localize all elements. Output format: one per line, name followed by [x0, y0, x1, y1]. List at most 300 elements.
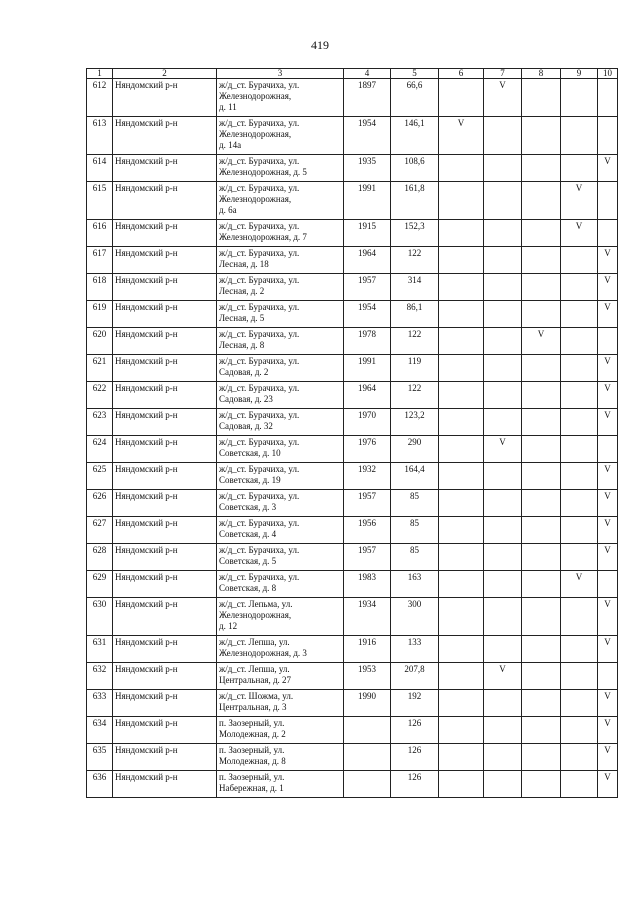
table-row: [87, 663, 618, 690]
area-cell: 152,3: [391, 220, 439, 247]
mark-cell-col-7: V: [484, 436, 522, 463]
row-number: 635: [87, 744, 113, 771]
row-number: 615: [87, 182, 113, 220]
address-line: ж/д_ст. Бурачиха, ул.: [219, 156, 300, 166]
address-line: Железнодорожная, д. 3: [219, 648, 307, 658]
mark-cell-col-8: V: [522, 328, 561, 355]
mark-cell-col-7: [484, 220, 522, 247]
address-line: п. Заозерный, ул.: [219, 745, 285, 755]
address-line: ж/д_ст. Бурачиха, ул.: [219, 491, 300, 501]
table-row: [87, 328, 618, 355]
mark-cell-col-8: [522, 436, 561, 463]
address-line: Лесная, д. 5: [219, 313, 265, 323]
year-cell: 1954: [344, 117, 391, 155]
row-number: 633: [87, 690, 113, 717]
district-cell: Няндомский р-н: [113, 409, 217, 436]
mark-cell-col-6: [439, 571, 484, 598]
district-cell: Няндомский р-н: [113, 490, 217, 517]
year-cell: 1976: [344, 436, 391, 463]
mark-cell-col-8: [522, 155, 561, 182]
row-number: 625: [87, 463, 113, 490]
mark-cell-col-9: [561, 463, 598, 490]
address-line: Железнодорожная, д. 7: [219, 232, 307, 242]
district-cell: Няндомский р-н: [113, 636, 217, 663]
address-cell: [217, 220, 344, 247]
address-line: ж/д_ст. Бурачиха, ул.: [219, 437, 300, 447]
mark-cell-col-8: [522, 382, 561, 409]
table-row: [87, 771, 618, 798]
year-cell: 1897: [344, 79, 391, 117]
row-number: 622: [87, 382, 113, 409]
mark-cell-col-7: V: [484, 79, 522, 117]
mark-cell-col-9: [561, 328, 598, 355]
year-cell: 1957: [344, 274, 391, 301]
address-line: ж/д_ст. Бурачиха, ул.: [219, 80, 300, 90]
mark-cell-col-10: [598, 182, 618, 220]
column-header: 9: [561, 69, 598, 79]
row-number: 623: [87, 409, 113, 436]
mark-cell-col-9: [561, 771, 598, 798]
area-cell: 164,4: [391, 463, 439, 490]
table-row: [87, 717, 618, 744]
address-line: п. Заозерный, ул.: [219, 718, 285, 728]
mark-cell-col-9: [561, 117, 598, 155]
row-number: 621: [87, 355, 113, 382]
address-line: ж/д_ст. Лепьма, ул.: [219, 599, 293, 609]
housing-registry-table: [86, 68, 618, 798]
year-cell: [344, 744, 391, 771]
year-cell: 1932: [344, 463, 391, 490]
area-cell: 126: [391, 744, 439, 771]
table-row: [87, 517, 618, 544]
mark-cell-col-10: V: [598, 409, 618, 436]
mark-cell-col-6: [439, 463, 484, 490]
mark-cell-col-8: [522, 355, 561, 382]
table-row: [87, 382, 618, 409]
address-line: ж/д_ст. Шожма, ул.: [219, 691, 294, 701]
area-cell: 133: [391, 636, 439, 663]
area-cell: 207,8: [391, 663, 439, 690]
district-cell: Няндомский р-н: [113, 182, 217, 220]
address-line: Железнодорожная, д. 5: [219, 167, 307, 177]
mark-cell-col-9: [561, 355, 598, 382]
address-cell: [217, 717, 344, 744]
column-header: 7: [484, 69, 522, 79]
area-cell: 314: [391, 274, 439, 301]
mark-cell-col-9: [561, 247, 598, 274]
area-cell: 86,1: [391, 301, 439, 328]
district-cell: Няндомский р-н: [113, 771, 217, 798]
mark-cell-col-10: V: [598, 771, 618, 798]
mark-cell-col-7: [484, 490, 522, 517]
mark-cell-col-8: [522, 409, 561, 436]
address-cell: [217, 463, 344, 490]
mark-cell-col-7: [484, 328, 522, 355]
mark-cell-col-10: V: [598, 274, 618, 301]
address-line: д. 12: [219, 621, 238, 631]
row-number: 614: [87, 155, 113, 182]
address-line: Советская, д. 4: [219, 529, 277, 539]
mark-cell-col-9: [561, 636, 598, 663]
address-line: Советская, д. 3: [219, 502, 277, 512]
mark-cell-col-6: [439, 328, 484, 355]
district-cell: Няндомский р-н: [113, 571, 217, 598]
mark-cell-col-6: [439, 636, 484, 663]
mark-cell-col-9: [561, 409, 598, 436]
address-cell: [217, 517, 344, 544]
mark-cell-col-9: V: [561, 220, 598, 247]
year-cell: 1935: [344, 155, 391, 182]
year-cell: 1970: [344, 409, 391, 436]
address-line: Лесная, д. 18: [219, 259, 269, 269]
table-row: [87, 274, 618, 301]
mark-cell-col-9: [561, 517, 598, 544]
address-line: Железнодорожная,: [219, 129, 292, 139]
mark-cell-col-6: [439, 717, 484, 744]
mark-cell-col-7: [484, 355, 522, 382]
row-number: 630: [87, 598, 113, 636]
mark-cell-col-10: V: [598, 717, 618, 744]
address-line: ж/д_ст. Бурачиха, ул.: [219, 383, 300, 393]
address-cell: [217, 355, 344, 382]
year-cell: 1957: [344, 544, 391, 571]
address-cell: [217, 490, 344, 517]
mark-cell-col-9: [561, 301, 598, 328]
table-row: [87, 544, 618, 571]
table-row: [87, 463, 618, 490]
mark-cell-col-6: [439, 663, 484, 690]
mark-cell-col-8: [522, 663, 561, 690]
column-header: 2: [113, 69, 217, 79]
year-cell: 1956: [344, 517, 391, 544]
row-number: 613: [87, 117, 113, 155]
mark-cell-col-6: [439, 247, 484, 274]
mark-cell-col-8: [522, 117, 561, 155]
mark-cell-col-6: [439, 79, 484, 117]
district-cell: Няндомский р-н: [113, 517, 217, 544]
address-line: Молодежная, д. 2: [219, 729, 286, 739]
year-cell: 1964: [344, 382, 391, 409]
row-number: 627: [87, 517, 113, 544]
mark-cell-col-10: V: [598, 744, 618, 771]
table-body: [87, 69, 618, 798]
row-number: 612: [87, 79, 113, 117]
district-cell: Няндомский р-н: [113, 382, 217, 409]
row-number: 628: [87, 544, 113, 571]
mark-cell-col-8: [522, 717, 561, 744]
table-row: [87, 220, 618, 247]
district-cell: Няндомский р-н: [113, 717, 217, 744]
mark-cell-col-10: V: [598, 636, 618, 663]
column-header: 1: [87, 69, 113, 79]
mark-cell-col-9: [561, 79, 598, 117]
column-header: 10: [598, 69, 618, 79]
address-line: ж/д_ст. Бурачиха, ул.: [219, 572, 300, 582]
mark-cell-col-7: [484, 544, 522, 571]
address-cell: [217, 274, 344, 301]
address-cell: [217, 155, 344, 182]
address-line: ж/д_ст. Лепша, ул.: [219, 664, 290, 674]
mark-cell-col-8: [522, 544, 561, 571]
district-cell: Няндомский р-н: [113, 598, 217, 636]
mark-cell-col-7: [484, 274, 522, 301]
table-row: [87, 247, 618, 274]
mark-cell-col-8: [522, 220, 561, 247]
address-line: Лесная, д. 2: [219, 286, 265, 296]
column-header: 8: [522, 69, 561, 79]
mark-cell-col-9: [561, 155, 598, 182]
mark-cell-col-6: [439, 274, 484, 301]
district-cell: Няндомский р-н: [113, 301, 217, 328]
mark-cell-col-7: [484, 301, 522, 328]
year-cell: 1983: [344, 571, 391, 598]
mark-cell-col-10: V: [598, 355, 618, 382]
mark-cell-col-6: [439, 155, 484, 182]
mark-cell-col-6: [439, 744, 484, 771]
row-number: 616: [87, 220, 113, 247]
area-cell: 126: [391, 717, 439, 744]
district-cell: Няндомский р-н: [113, 690, 217, 717]
district-cell: Няндомский р-н: [113, 247, 217, 274]
mark-cell-col-7: [484, 463, 522, 490]
address-cell: [217, 744, 344, 771]
table-row: [87, 155, 618, 182]
mark-cell-col-6: [439, 490, 484, 517]
mark-cell-col-7: [484, 409, 522, 436]
mark-cell-col-10: V: [598, 463, 618, 490]
table-row: [87, 636, 618, 663]
address-cell: [217, 571, 344, 598]
mark-cell-col-6: [439, 301, 484, 328]
row-number: 618: [87, 274, 113, 301]
mark-cell-col-7: [484, 182, 522, 220]
year-cell: 1957: [344, 490, 391, 517]
mark-cell-col-9: [561, 490, 598, 517]
table-row: [87, 79, 618, 117]
address-line: ж/д_ст. Бурачиха, ул.: [219, 464, 300, 474]
mark-cell-col-6: [439, 598, 484, 636]
address-line: п. Заозерный, ул.: [219, 772, 285, 782]
mark-cell-col-7: [484, 598, 522, 636]
address-line: ж/д_ст. Бурачиха, ул.: [219, 248, 300, 258]
year-cell: 1991: [344, 355, 391, 382]
address-line: д. 11: [219, 102, 237, 112]
mark-cell-col-10: V: [598, 517, 618, 544]
address-line: Железнодорожная,: [219, 91, 292, 101]
mark-cell-col-6: [439, 436, 484, 463]
mark-cell-col-6: V: [439, 117, 484, 155]
mark-cell-col-10: V: [598, 382, 618, 409]
mark-cell-col-7: [484, 155, 522, 182]
area-cell: 123,2: [391, 409, 439, 436]
mark-cell-col-7: [484, 571, 522, 598]
mark-cell-col-7: [484, 382, 522, 409]
mark-cell-col-6: [439, 409, 484, 436]
mark-cell-col-8: [522, 636, 561, 663]
year-cell: [344, 771, 391, 798]
mark-cell-col-7: [484, 517, 522, 544]
row-number: 631: [87, 636, 113, 663]
area-cell: 163: [391, 571, 439, 598]
mark-cell-col-10: V: [598, 690, 618, 717]
header-row: [87, 69, 618, 79]
area-cell: 126: [391, 771, 439, 798]
area-cell: 108,6: [391, 155, 439, 182]
address-cell: [217, 771, 344, 798]
column-header: 5: [391, 69, 439, 79]
mark-cell-col-9: [561, 544, 598, 571]
year-cell: 1954: [344, 301, 391, 328]
address-cell: [217, 598, 344, 636]
address-line: Лесная, д. 8: [219, 340, 265, 350]
mark-cell-col-6: [439, 517, 484, 544]
address-line: Набережная, д. 1: [219, 783, 284, 793]
area-cell: 66,6: [391, 79, 439, 117]
column-header: 6: [439, 69, 484, 79]
mark-cell-col-10: V: [598, 544, 618, 571]
mark-cell-col-6: [439, 182, 484, 220]
address-line: Садовая, д. 32: [219, 421, 273, 431]
district-cell: Няндомский р-н: [113, 220, 217, 247]
mark-cell-col-8: [522, 771, 561, 798]
district-cell: Няндомский р-н: [113, 544, 217, 571]
mark-cell-col-8: [522, 182, 561, 220]
address-line: д. 6а: [219, 205, 237, 215]
mark-cell-col-6: [439, 382, 484, 409]
mark-cell-col-8: [522, 79, 561, 117]
mark-cell-col-10: [598, 79, 618, 117]
year-cell: 1953: [344, 663, 391, 690]
address-line: Центральная, д. 3: [219, 702, 287, 712]
area-cell: 85: [391, 490, 439, 517]
mark-cell-col-9: [561, 717, 598, 744]
district-cell: Няндомский р-н: [113, 744, 217, 771]
mark-cell-col-6: [439, 544, 484, 571]
table-row: [87, 690, 618, 717]
district-cell: Няндомский р-н: [113, 274, 217, 301]
mark-cell-col-9: V: [561, 182, 598, 220]
mark-cell-col-8: [522, 744, 561, 771]
row-number: 634: [87, 717, 113, 744]
year-cell: 1990: [344, 690, 391, 717]
address-line: Советская, д. 10: [219, 448, 281, 458]
address-cell: [217, 182, 344, 220]
address-line: ж/д_ст. Бурачиха, ул.: [219, 221, 300, 231]
area-cell: 122: [391, 247, 439, 274]
address-cell: [217, 544, 344, 571]
mark-cell-col-8: [522, 571, 561, 598]
address-cell: [217, 436, 344, 463]
mark-cell-col-6: [439, 771, 484, 798]
district-cell: Няндомский р-н: [113, 663, 217, 690]
mark-cell-col-6: [439, 220, 484, 247]
address-line: Советская, д. 8: [219, 583, 277, 593]
area-cell: 192: [391, 690, 439, 717]
address-cell: [217, 328, 344, 355]
mark-cell-col-9: [561, 598, 598, 636]
address-line: Садовая, д. 2: [219, 367, 269, 377]
year-cell: 1916: [344, 636, 391, 663]
area-cell: 122: [391, 382, 439, 409]
address-line: Молодежная, д. 8: [219, 756, 286, 766]
table-row: [87, 490, 618, 517]
address-line: Садовая, д. 23: [219, 394, 273, 404]
address-line: ж/д_ст. Бурачиха, ул.: [219, 410, 300, 420]
district-cell: Няндомский р-н: [113, 79, 217, 117]
address-cell: [217, 690, 344, 717]
district-cell: Няндомский р-н: [113, 328, 217, 355]
mark-cell-col-6: [439, 690, 484, 717]
column-header: 3: [217, 69, 344, 79]
mark-cell-col-10: [598, 220, 618, 247]
area-cell: 146,1: [391, 117, 439, 155]
year-cell: 1964: [344, 247, 391, 274]
area-cell: 119: [391, 355, 439, 382]
mark-cell-col-8: [522, 598, 561, 636]
address-cell: [217, 117, 344, 155]
table-row: [87, 117, 618, 155]
mark-cell-col-8: [522, 490, 561, 517]
row-number: 632: [87, 663, 113, 690]
mark-cell-col-8: [522, 301, 561, 328]
address-line: Советская, д. 5: [219, 556, 277, 566]
address-line: Железнодорожная,: [219, 194, 292, 204]
mark-cell-col-8: [522, 274, 561, 301]
mark-cell-col-8: [522, 247, 561, 274]
mark-cell-col-7: [484, 117, 522, 155]
address-cell: [217, 247, 344, 274]
address-cell: [217, 301, 344, 328]
address-cell: [217, 663, 344, 690]
address-cell: [217, 382, 344, 409]
address-line: ж/д_ст. Бурачиха, ул.: [219, 545, 300, 555]
row-number: 620: [87, 328, 113, 355]
mark-cell-col-7: [484, 717, 522, 744]
mark-cell-col-7: [484, 771, 522, 798]
table-row: [87, 355, 618, 382]
address-line: ж/д_ст. Бурачиха, ул.: [219, 275, 300, 285]
mark-cell-col-10: V: [598, 490, 618, 517]
district-cell: Няндомский р-н: [113, 463, 217, 490]
address-line: ж/д_ст. Лепша, ул.: [219, 637, 290, 647]
year-cell: 1978: [344, 328, 391, 355]
district-cell: Няндомский р-н: [113, 436, 217, 463]
year-cell: 1915: [344, 220, 391, 247]
address-line: ж/д_ст. Бурачиха, ул.: [219, 302, 300, 312]
mark-cell-col-10: V: [598, 598, 618, 636]
area-cell: 161,8: [391, 182, 439, 220]
year-cell: 1934: [344, 598, 391, 636]
mark-cell-col-10: V: [598, 301, 618, 328]
table-row: [87, 436, 618, 463]
mark-cell-col-7: [484, 636, 522, 663]
district-cell: Няндомский р-н: [113, 155, 217, 182]
year-cell: 1991: [344, 182, 391, 220]
mark-cell-col-9: [561, 274, 598, 301]
table-row: [87, 182, 618, 220]
area-cell: 85: [391, 517, 439, 544]
address-line: ж/д_ст. Бурачиха, ул.: [219, 356, 300, 366]
mark-cell-col-7: V: [484, 663, 522, 690]
mark-cell-col-10: [598, 571, 618, 598]
district-cell: Няндомский р-н: [113, 355, 217, 382]
mark-cell-col-9: [561, 690, 598, 717]
year-cell: [344, 717, 391, 744]
area-cell: 122: [391, 328, 439, 355]
row-number: 636: [87, 771, 113, 798]
mark-cell-col-8: [522, 690, 561, 717]
mark-cell-col-9: [561, 744, 598, 771]
